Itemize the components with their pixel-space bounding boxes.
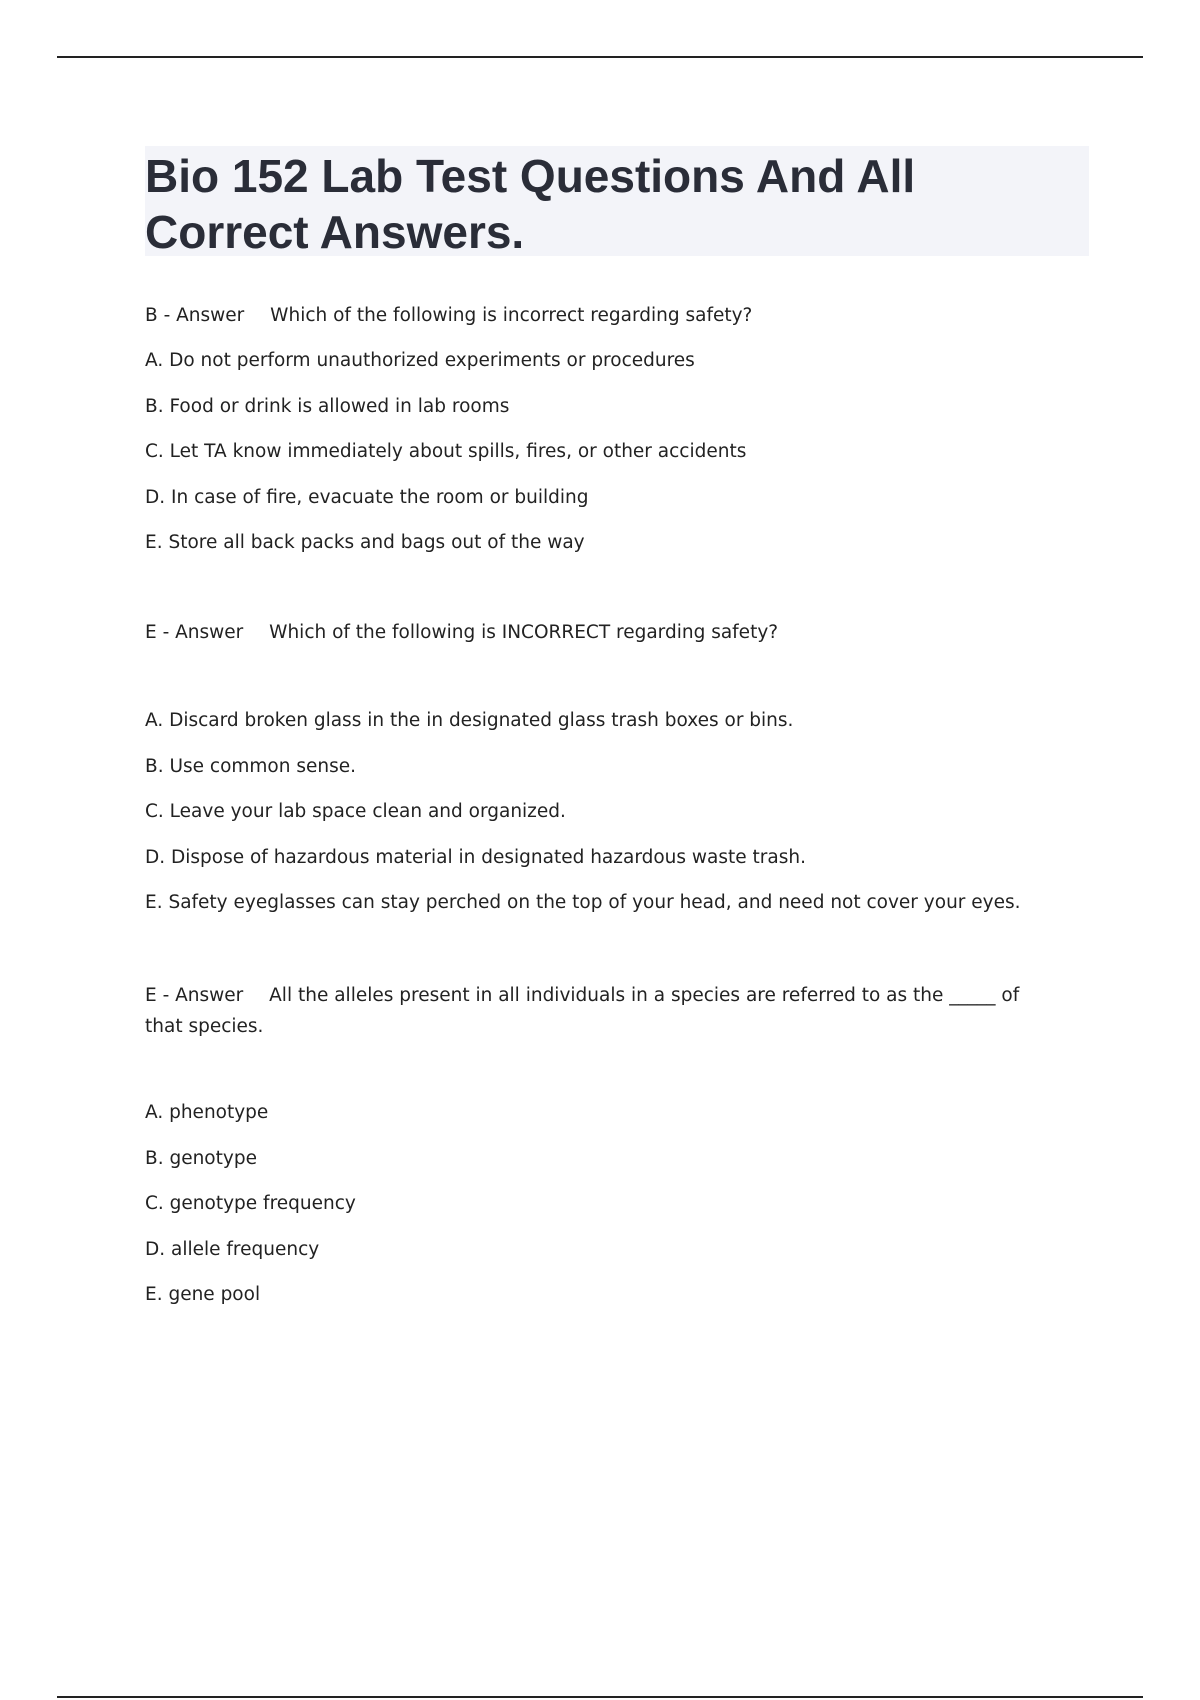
question-header <box>145 980 1045 1042</box>
option-list <box>145 1090 1045 1318</box>
question-text: Which of the following is incorrect regarding safety? <box>270 305 753 326</box>
option-item: A. phenotype <box>145 1102 269 1123</box>
answer-label: B - Answer <box>145 305 245 326</box>
question-block-2 <box>145 617 1045 913</box>
option-item: A. Do not perform unauthorized experiments or procedures <box>145 350 695 371</box>
option-item: E. Safety eyeglasses can stay perched on the top of your head, and need not cover your eyes. <box>145 892 1021 913</box>
question-block-1 <box>145 300 1045 566</box>
option-item: C. genotype frequency <box>145 1193 356 1214</box>
option-item: D. allele frequency <box>145 1238 320 1260</box>
option-item: C. Leave your lab space clean and organized. <box>145 801 566 822</box>
option-item: D. In case of fire, evacuate the room or building <box>145 486 589 508</box>
question-header <box>145 617 1045 648</box>
option-item: B. genotype <box>145 1147 257 1169</box>
option-item: B. Food or drink is allowed in lab rooms <box>145 395 510 417</box>
top-rule <box>57 56 1143 58</box>
option-item: E. Store all back packs and bags out of the way <box>145 532 585 553</box>
option-list <box>145 338 1045 566</box>
question-text: All the alleles present in all individuals in a species are referred to as the _____ of that species. <box>145 985 1020 1037</box>
option-list <box>145 698 1045 926</box>
option-item: B. Use common sense. <box>145 755 356 777</box>
question-header <box>145 300 1045 332</box>
option-item: D. Dispose of hazardous material in designated hazardous waste trash. <box>145 846 806 868</box>
answer-label: E - Answer <box>145 622 244 643</box>
answer-label: E - Answer <box>145 985 244 1006</box>
option-item: A. Discard broken glass in the in designated glass trash boxes or bins. <box>145 710 794 731</box>
option-item: C. Let TA know immediately about spills, fires, or other accidents <box>145 441 747 462</box>
question-block-3 <box>145 980 1045 1305</box>
page-title: Bio 152 Lab Test Questions And All Correct Answers. <box>145 150 916 258</box>
option-item: E. gene pool <box>145 1284 261 1305</box>
bottom-rule <box>57 1696 1143 1698</box>
question-text: Which of the following is INCORRECT regarding safety? <box>269 622 779 643</box>
